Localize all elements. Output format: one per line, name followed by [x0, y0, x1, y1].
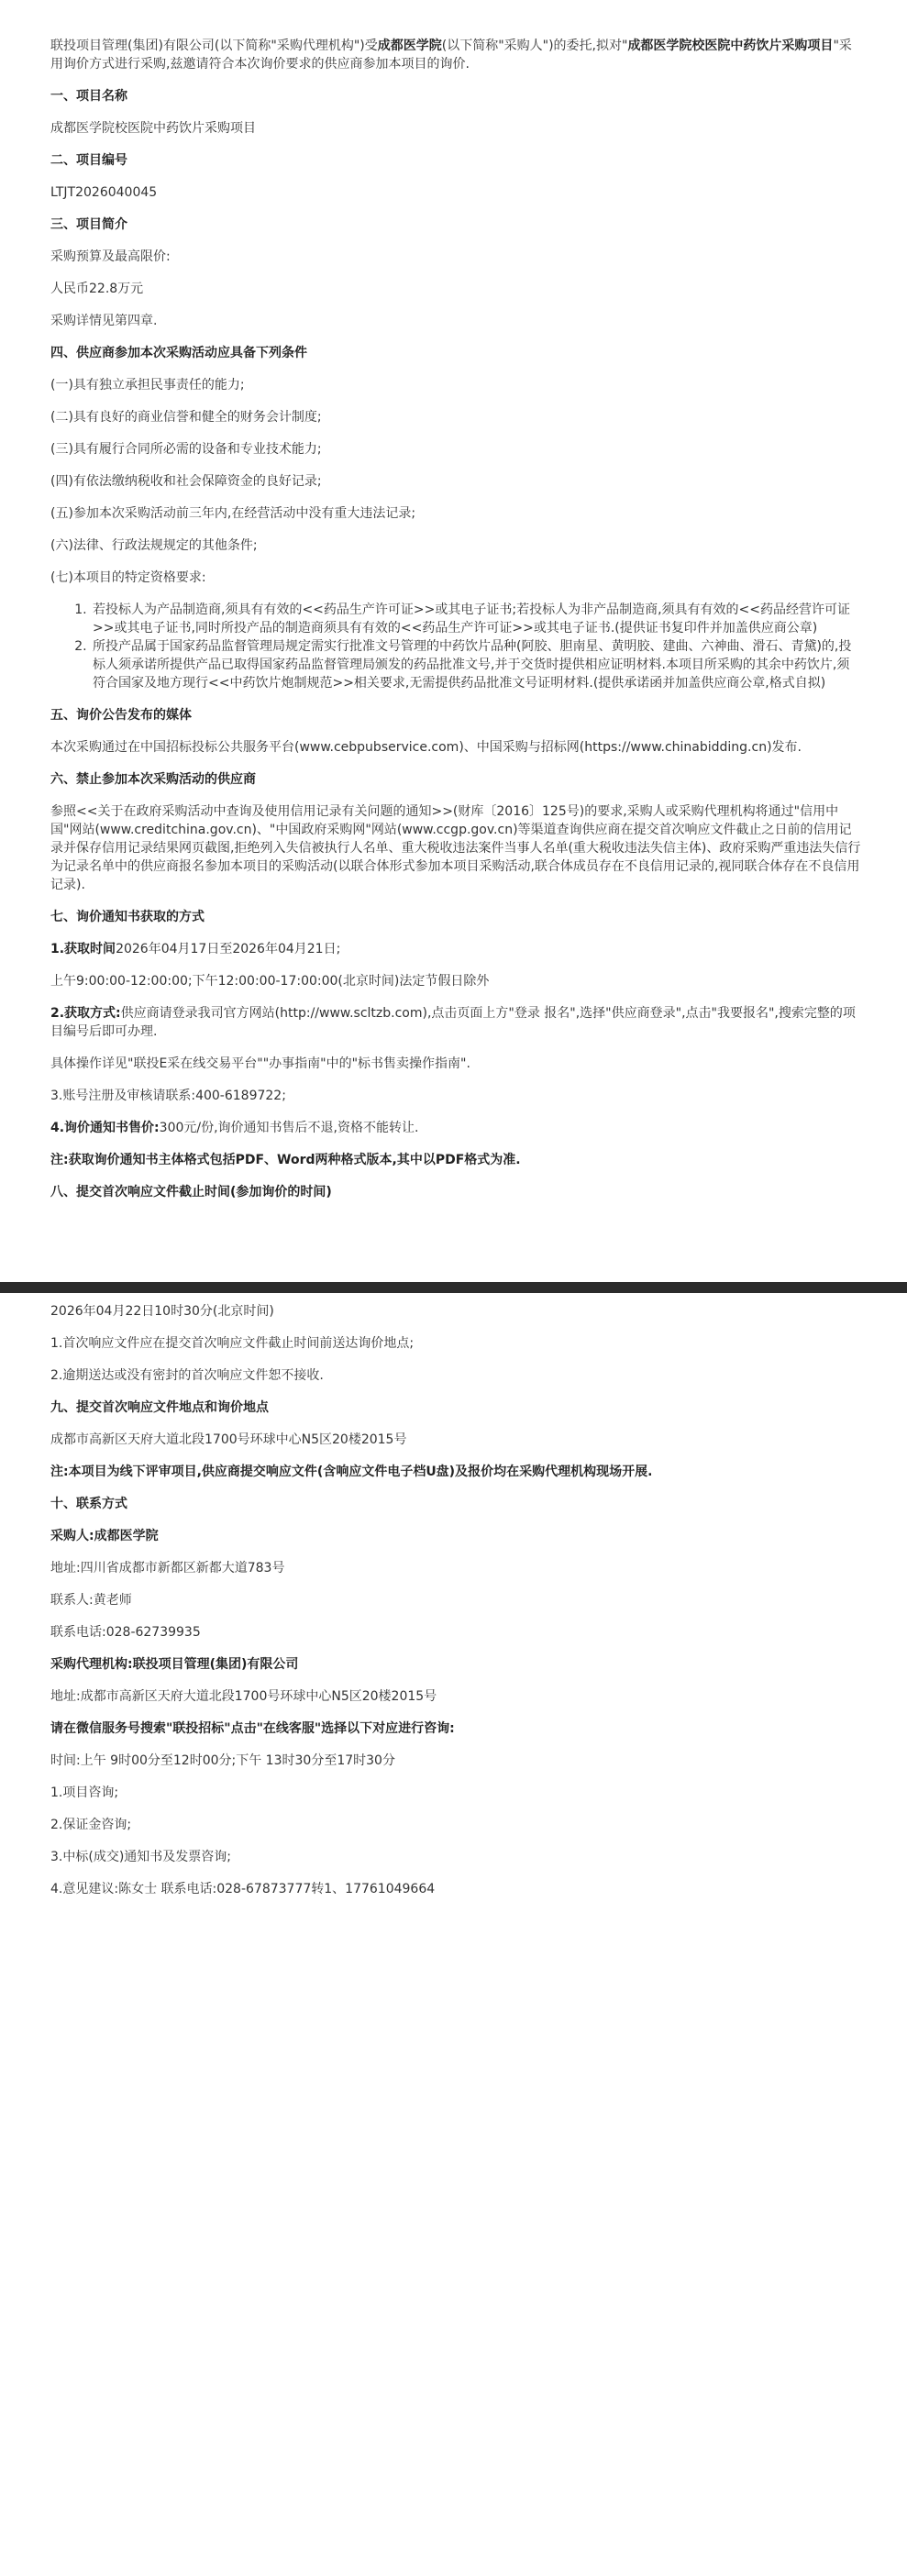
prohibited-suppliers-text: 参照<<关于在政府采购活动中查询及使用信用记录有关问题的通知>>(财库〔2016〕125号)的要求,采购人或采购代理机构将通过"信用中国"网站(www.creditchina.gov.cn)、"中国政府采购网"网站(www.ccgp.gov.cn)等渠道查询供应商在提交首次响应文件截止之日前的信用记录并保存信用记录结果网页截图,拒绝列入失信被执行人名单、重大税收违法案件当事人名单(重大税收违法失信主体)、政府采购严重违法失信行为记录名单中的供应商报名参加本项目的采购活动(以联合体形式参加本项目采购活动,联合体成员存在不良信用记录的,视同联合体存在不良信用记录).	[50, 804, 861, 892]
special-requirement-item: 1. 若投标人为产品制造商,须具有有效的<<药品生产许可证>>或其电子证书;若投标人为非产品制造商,须具有有效的<<药品经营许可证>>或其电子证书,同时所投产品的制造商须具有有效的<<药品生产许可证>>或其电子证书.(提供证书复印件并加盖供应商公章)	[91, 601, 861, 637]
agent-hours: 时间:上午 9时00分至12时00分;下午 13时30分至17时30分	[50, 1753, 395, 1768]
agent-wechat-note: 请在微信服务号搜索"联投招标"点击"在线客服"选择以下对应进行咨询:	[50, 1721, 455, 1736]
obtain-time-detail: 上午9:00:00-12:00:00;下午12:00:00-17:00:00(北京时间)法定节假日除外	[50, 974, 490, 989]
condition-item: (五)参加本次采购活动前三年内,在经营活动中没有重大违法记录;	[50, 506, 416, 521]
page-divider	[0, 1282, 907, 1293]
section-heading-obtain-method: 七、询价通知书获取的方式	[50, 910, 205, 924]
deadline-time: 2026年04月22日10时30分(北京时间)	[50, 1304, 274, 1319]
section-heading-contact: 十、联系方式	[50, 1497, 127, 1511]
document-page-1	[0, 37, 907, 1284]
notice-price-label: 4.询价通知书售价:	[50, 1121, 160, 1135]
section-heading-supplier-conditions: 四、供应商参加本次采购活动应具备下列条件	[50, 346, 307, 360]
section-heading-deadline: 八、提交首次响应文件截止时间(参加询价的时间)	[50, 1185, 332, 1200]
obtain-time-label: 1.获取时间	[50, 942, 116, 956]
format-note: 注:获取询价通知书主体格式包括PDF、Word两种格式版本,其中以PDF格式为准.	[50, 1153, 521, 1167]
special-requirement-item: 2. 所投产品属于国家药品监督管理局规定需实行批准文号管理的中药饮片品种(阿胶、胆南星、黄明胶、建曲、六神曲、滑石、青黛)的,投标人须承诺所提供产品已取得国家药品监督管理局颁发的药品批准文号,并于交货时提供相应证明材料.本项目所采购的其余中药饮片,须符合国家及地方现行<<中药饮片炮制规范>>相关要求,无需提供药品批准文号证明材料.(提供承诺函并加盖供应商公章,格式自拟)	[91, 637, 861, 692]
obtain-method-value: 供应商请登录我司官方网站(http://www.scltzb.com),点击页面上方"登录 报名",选择"供应商登录",点击"我要报名",搜索完整的项目编号后即可办理.	[50, 1006, 856, 1039]
intro-text: "采用询价方式进行采购,兹邀请符合本次询价要求的供应商参加本项目的询价.	[50, 39, 852, 72]
section-heading-prohibited-suppliers: 六、禁止参加本次采购活动的供应商	[50, 772, 256, 787]
intro-text: (以下简称"采购人")的委托,拟对"	[441, 39, 628, 53]
obtain-method	[50, 1004, 861, 1041]
obtain-time	[50, 940, 861, 958]
intro-paragraph	[50, 37, 861, 73]
location-address: 成都市高新区天府大道北段1700号环球中心N5区20楼2015号	[50, 1432, 407, 1447]
section-heading-location: 九、提交首次响应文件地点和询价地点	[50, 1400, 269, 1415]
condition-item: (三)具有履行合同所必需的设备和专业技术能力;	[50, 442, 322, 457]
obtain-time-value: 2026年04月17日至2026年04月21日;	[116, 942, 341, 956]
notice-price	[50, 1119, 861, 1137]
buyer-phone: 联系电话:028-62739935	[50, 1625, 201, 1640]
media-text: 本次采购通过在中国招标投标公共服务平台(www.cebpubservice.com)、中国采购与招标网(https://www.chinabidding.cn)发布.	[50, 740, 802, 755]
condition-item: (七)本项目的特定资格要求:	[50, 570, 206, 585]
obtain-method-label: 2.获取方式:	[50, 1006, 121, 1021]
budget-label: 采购预算及最高限价:	[50, 249, 171, 264]
project-number: LTJT2026040045	[50, 185, 158, 200]
condition-item: (六)法律、行政法规规定的其他条件;	[50, 538, 258, 553]
budget-value: 人民币22.8万元	[50, 282, 144, 296]
condition-item: (四)有依法缴纳税收和社会保障资金的良好记录;	[50, 474, 322, 489]
registration-phone: 3.账号注册及审核请联系:400-6189722;	[50, 1089, 286, 1103]
delivery-rule: 2.逾期送达或没有密封的首次响应文件恕不接收.	[50, 1368, 324, 1383]
project-name-bold: 成都医学院校医院中药饮片采购项目	[627, 39, 834, 53]
section-heading-project-intro: 三、项目简介	[50, 217, 127, 232]
buyer-contact: 联系人:黄老师	[50, 1593, 132, 1608]
buyer-label: 采购人:成都医学院	[50, 1529, 159, 1543]
section-heading-project-number: 二、项目编号	[50, 153, 127, 168]
section-heading-media: 五、询价公告发布的媒体	[50, 708, 192, 723]
location-note: 注:本项目为线下评审项目,供应商提交响应文件(含响应文件电子档U盘)及报价均在采购代理机构现场开展.	[50, 1465, 653, 1479]
agent-address: 地址:成都市高新区天府大道北段1700号环球中心N5区20楼2015号	[50, 1689, 437, 1704]
consult-item: 4.意见建议:陈女士 联系电话:028-67873777转1、17761049664	[50, 1882, 436, 1896]
consult-item: 1.项目咨询;	[50, 1786, 119, 1800]
notice-price-value: 300元/份,询价通知书售后不退,资格不能转让.	[159, 1121, 419, 1135]
condition-item: (一)具有独立承担民事责任的能力;	[50, 378, 245, 392]
consult-item: 3.中标(成交)通知书及发票咨询;	[50, 1850, 231, 1864]
delivery-rule: 1.首次响应文件应在提交首次响应文件截止时间前送达询价地点;	[50, 1336, 415, 1351]
operation-guide: 具体操作详见"联投E采在线交易平台""办事指南"中的"标书售卖操作指南".	[50, 1056, 470, 1071]
special-requirements-list	[50, 601, 861, 692]
section-heading-project-name: 一、项目名称	[50, 89, 127, 104]
agent-label: 采购代理机构:联投项目管理(集团)有限公司	[50, 1657, 299, 1672]
intro-text: 联投项目管理(集团)有限公司(以下简称"采购代理机构")受	[50, 39, 378, 53]
consult-item: 2.保证金咨询;	[50, 1818, 132, 1832]
buyer-address: 地址:四川省成都市新都区新都大道783号	[50, 1561, 285, 1575]
buyer-name: 成都医学院	[377, 39, 442, 53]
document-page-2	[0, 1302, 907, 2576]
purchase-detail: 采购详情见第四章.	[50, 314, 158, 328]
condition-item: (二)具有良好的商业信誉和健全的财务会计制度;	[50, 410, 322, 425]
project-name: 成都医学院校医院中药饮片采购项目	[50, 121, 256, 136]
